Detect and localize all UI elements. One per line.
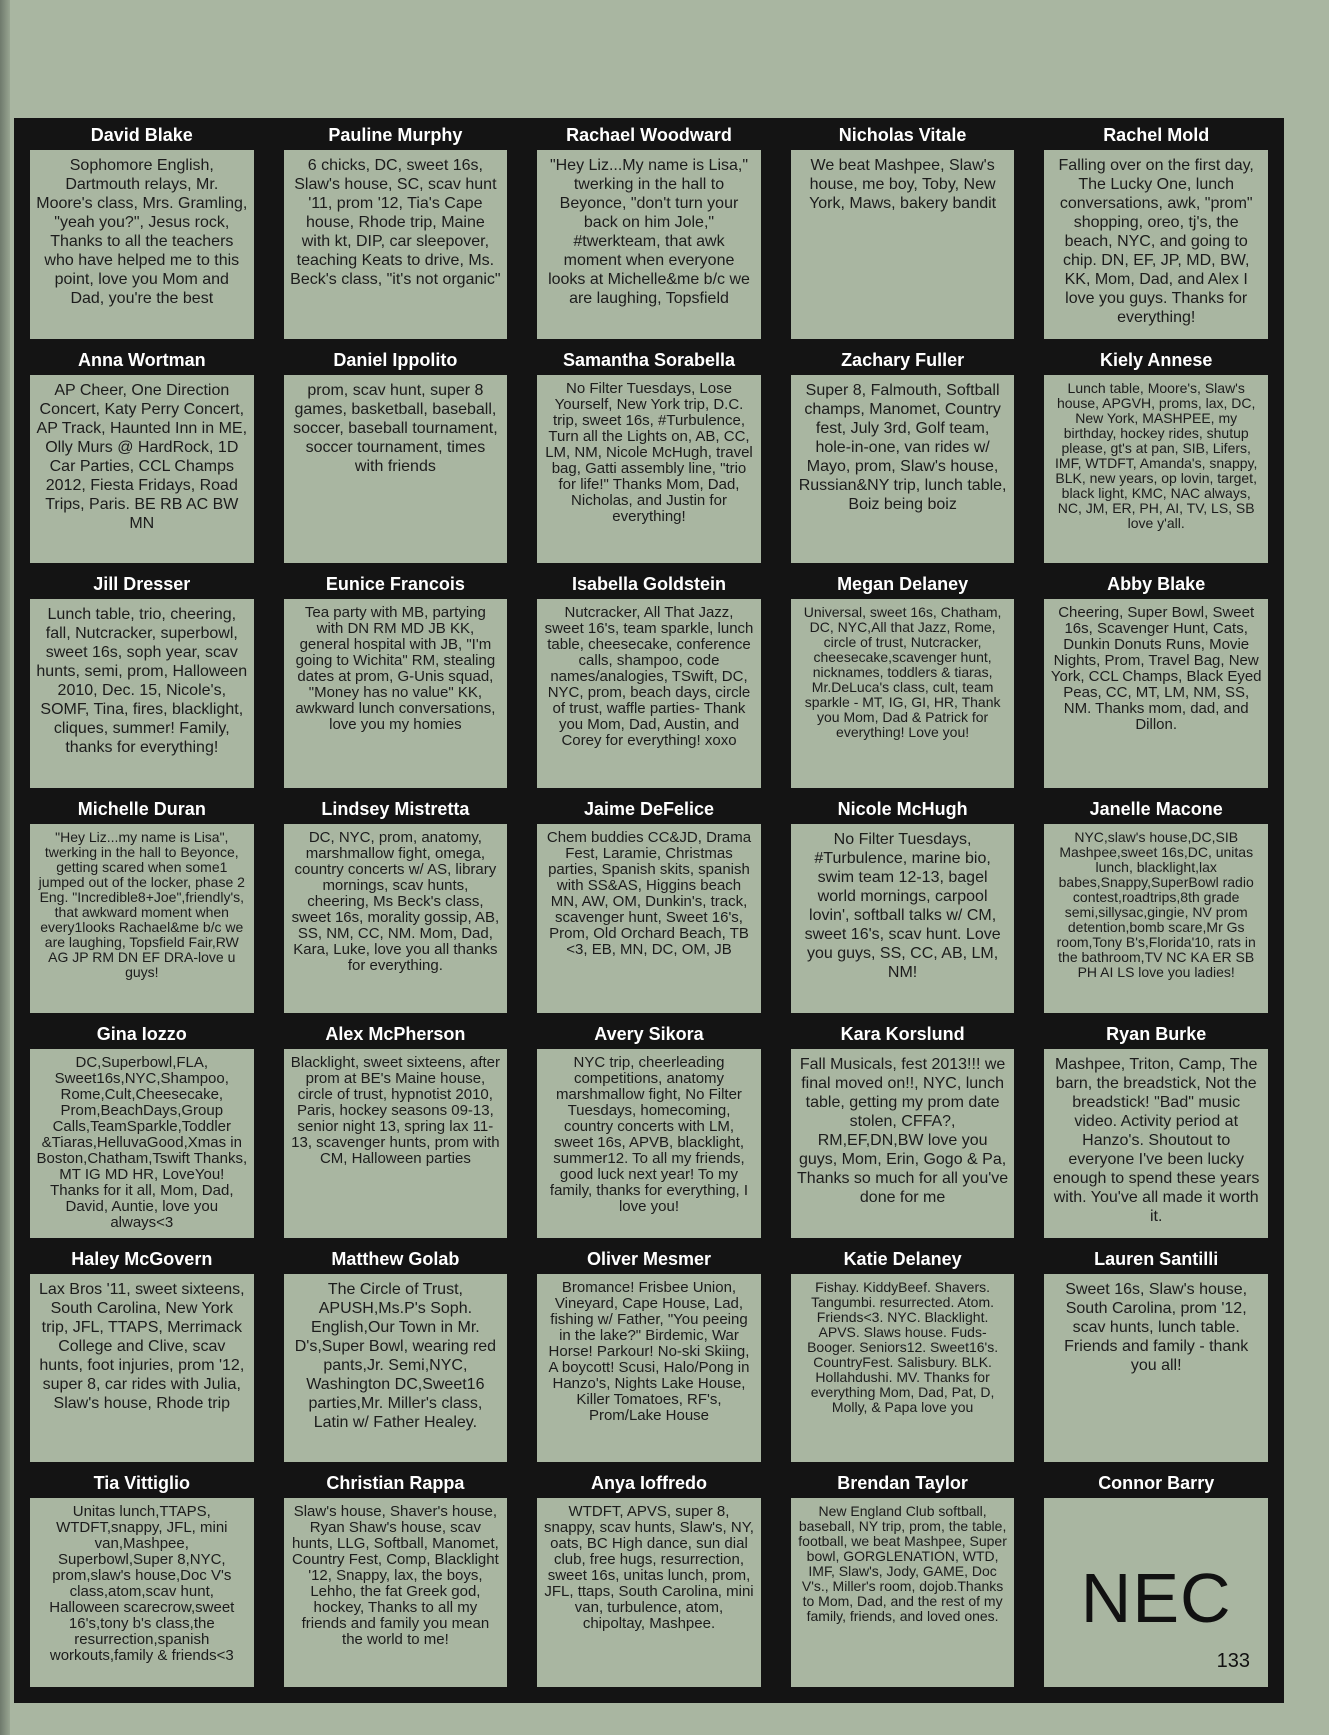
- senior-entry: [785, 1248, 1021, 1471]
- senior-entry: [1038, 798, 1274, 1021]
- book-spine: [0, 0, 10, 1735]
- student-name: Ryan Burke: [1106, 1023, 1207, 1044]
- student-quote: NEC: [1080, 1558, 1232, 1637]
- student-quote: The Circle of Trust, APUSH,Ms.P's Soph. English,Our Town in Mr. D's,Super Bowl, wearing red pants,Jr. Semi,NYC, Washington DC,Sweet16 parties,Mr. Miller's class, Latin w/ Father Healey.: [294, 1280, 497, 1431]
- quote-box: [1044, 375, 1268, 564]
- quote-box: [537, 1498, 761, 1687]
- student-name: Eunice Francois: [325, 574, 465, 595]
- student-name: Haley McGovern: [71, 1248, 213, 1269]
- student-quote: No Filter Tuesdays, Lose Yourself, New York trip, D.C. trip, sweet 16s, #Turbulence, Turn all the Lights on, AB, CC, LM, NM, Nicole McHugh, travel bag, Gatti assembly line, "trio for life!" Thanks Mom, Dad, Nicholas, and Justin for everything!: [545, 379, 753, 525]
- senior-entry: [24, 798, 260, 1021]
- student-quote: Bromance! Frisbee Union, Vineyard, Cape House, Lad, fishing w/ Father, "You peeing in the lake?" Birdemic, War Horse! Parkour! No-ski Skiing, A boycott! Scusi, Halo/Pong in Hanzo's, Nights Lake House, Killer Tomatoes, RF's, Prom/Lake House: [548, 1278, 750, 1424]
- student-name: Abby Blake: [1107, 574, 1206, 595]
- student-name: Isabella Goldstein: [571, 574, 727, 595]
- senior-entry: [278, 1023, 514, 1246]
- quote-box: [791, 599, 1015, 788]
- senior-entry: [1038, 1472, 1274, 1695]
- senior-entry: [24, 124, 260, 347]
- student-quote: Fall Musicals, fest 2013!!! we final moved on!!, NYC, lunch table, getting my prom date stolen, CFFA?, RM,EF,DN,BW love you guys, Mom, Erin, Gogo & Pa, Thanks so much for all you've done for me: [797, 1055, 1009, 1206]
- student-quote: "Hey Liz...my name is Lisa", twerking in the hall to Beyonce, getting scared when some1 jumped out of the locker, phase 2 Eng. "Incredible8+Joe",friendly's, that awkward moment when every1looks Rachael&me b/c we are laughing, Topsfield Fair,RW AG JP RM DN EF DRA-love u guys!: [38, 829, 245, 981]
- senior-entry: [785, 349, 1021, 572]
- student-quote: We beat Mashpee, Slaw's house, me boy, Toby, New York, Maws, bakery bandit: [809, 157, 997, 212]
- senior-entry: [531, 124, 767, 347]
- student-name: Avery Sikora: [594, 1023, 704, 1044]
- student-name: Zachary Fuller: [841, 349, 965, 370]
- senior-entry: [24, 349, 260, 572]
- senior-entry: [785, 573, 1021, 796]
- student-name: Rachael Woodward: [566, 125, 732, 145]
- quote-box: [30, 1498, 254, 1687]
- student-name: Alex McPherson: [325, 1023, 466, 1044]
- quote-box: [1044, 1274, 1268, 1463]
- student-name: Pauline Murphy: [328, 125, 463, 145]
- student-quote: Universal, sweet 16s, Chatham, DC, NYC,All that Jazz, Rome, circle of trust, Nutcracker, cheesecake,scavenger hunt, nicknames, toddlers & tiaras, Mr.DeLuca's class, cult, team sparkle - MT, IG, GI, HR, Thank you Mom, Dad & Patrick for everything! Love you!: [803, 604, 1002, 741]
- student-quote: Sophomore English, Dartmouth relays, Mr. Moore's class, Mrs. Gramling, "yeah you?", Jesus rock, Thanks to all the teachers who have helped me to this point, love you Mom and Dad, you're the best: [36, 157, 248, 307]
- quote-box: [537, 375, 761, 564]
- quote-box: [30, 150, 254, 339]
- quote-box: [30, 599, 254, 788]
- student-name: Katie Delaney: [843, 1248, 962, 1269]
- student-quote: Slaw's house, Shaver's house, Ryan Shaw's house, scav hunts, LLG, Softball, Manomet, Country Fest, Comp, Blacklight '12, Snappy, lax, the boys, Lehho, the fat Greek god, hockey, Thanks to all my friends and family you mean the world to me!: [292, 1503, 499, 1649]
- student-quote: No Filter Tuesdays, #Turbulence, marine bio, swim team 12-13, bagel world mornings, carpool lovin', softball talks w/ CM, sweet 16's, scav hunt. Love you guys, SS, CC, AB, LM, NM!: [804, 831, 1001, 982]
- student-name: Rachel Mold: [1103, 125, 1210, 145]
- quote-box: [284, 150, 508, 339]
- student-name: David Blake: [90, 125, 193, 145]
- student-name: Gina Iozzo: [96, 1023, 187, 1044]
- student-name: Janelle Macone: [1089, 799, 1223, 820]
- quote-box: [791, 375, 1015, 564]
- student-name: Tia Vittiglio: [93, 1473, 190, 1494]
- quote-box: [284, 1498, 508, 1687]
- student-name: Michelle Duran: [77, 799, 206, 820]
- student-quote: Chem buddies CC&JD, Drama Fest, Laramie, Christmas parties, Spanish skits, spanish with SS&AS, Higgins beach MN, AW, OM, Dunkin's, track, scavenger hunt, Sweet 16's, Prom, Old Orchard Beach, TB <3, EB, MN, DC, OM, JB: [546, 829, 752, 959]
- quote-box: [1044, 1049, 1268, 1238]
- senior-entry: [531, 1023, 767, 1246]
- quote-box: [1044, 599, 1268, 788]
- quote-box: [791, 1498, 1015, 1687]
- student-quote: Falling over on the first day, The Lucky One, lunch conversations, awk, "prom" shopping, oreo, tj's, the beach, NYC, and going to chip. DN, EF, JP, MD, BW, KK, Mom, Dad, and Alex I love you guys. Thanks for everything!: [1058, 157, 1254, 326]
- quote-box: [537, 1274, 761, 1463]
- student-name: Oliver Mesmer: [586, 1248, 712, 1269]
- student-quote: Unitas lunch,TTAPS, WTDFT,snappy, JFL, mini van,Mashpee, Superbowl,Super 8,NYC, prom,slaw's house,Doc V's class,atom,scav hunt, Halloween scarecrow,sweet 16's,tony b's class,the resurrection,spanish workouts,family & friends<3: [49, 1503, 235, 1665]
- student-quote: Lax Bros '11, sweet sixteens, South Carolina, New York trip, JFL, TTAPS, Merrimack College and Clive, scav hunts, foot injuries, prom '12, super 8, car rides with Julia, Slaw's house, Rhode trip: [39, 1280, 245, 1412]
- senior-entry: [531, 1248, 767, 1471]
- senior-entry: [278, 349, 514, 572]
- quote-box: [791, 150, 1015, 339]
- senior-entry: [531, 349, 767, 572]
- senior-entry: [1038, 573, 1274, 796]
- student-quote: AP Cheer, One Direction Concert, Katy Perry Concert, AP Track, Haunted Inn in ME, Olly Murs @ HardRock, 1D Car Parties, CCL Champs 2012, Fiesta Fridays, Road Trips, Paris. BE RB AC BW MN: [36, 381, 248, 532]
- senior-entry: [24, 573, 260, 796]
- quote-box: [1044, 150, 1268, 339]
- senior-entry: [1038, 1023, 1274, 1246]
- senior-entry: [785, 124, 1021, 347]
- senior-entry: [531, 573, 767, 796]
- student-name: Lauren Santilli: [1094, 1248, 1219, 1269]
- student-quote: Mashpee, Triton, Camp, The barn, the breadstick, Not the breadstick! "Bad" music video. Activity period at Hanzo's. Shoutout to everyone I've been lucky enough to spend these years with. You've all made it worth it.: [1053, 1055, 1260, 1225]
- student-quote: Blacklight, sweet sixteens, after prom at BE's Maine house, circle of trust, hypnotist 2010, Paris, hockey seasons 09-13, senior night 13, spring lax 11-13, scavenger hunts, prom with CM, Halloween parties: [290, 1053, 501, 1167]
- student-quote: 6 chicks, DC, sweet 16s, Slaw's house, SC, scav hunt '11, prom '12, Tia's Cape house, Rhode trip, Maine with kt, DIP, car sleepover, teaching Keats to drive, Ms. Beck's class, "it's not organic": [290, 157, 501, 288]
- senior-entry: [278, 1248, 514, 1471]
- quote-box: [30, 1049, 254, 1238]
- senior-entry: [1038, 124, 1274, 347]
- student-name: Kara Korslund: [840, 1023, 965, 1044]
- quote-box: [1044, 1498, 1268, 1687]
- senior-entry: [785, 798, 1021, 1021]
- student-quote: New England Club softball, baseball, NY trip, prom, the table, football, we beat Mashpee, Super bowl, GORGLENATION, WTD, IMF, Slaw's, Jody, GAME, Doc V's., Miller's room, dojob.Thanks to Mom, Dad, and the rest of my family, friends, and loved ones.: [798, 1503, 1007, 1625]
- senior-entry: [24, 1472, 260, 1695]
- senior-entry: [278, 124, 514, 347]
- student-quote: Tea party with MB, partying with DN RM MD JB KK, general hospital with JB, "I'm going to Wichita" RM, stealing dates at prom, G-Unis squad, "Money has no value" KK, awkward lunch conversations, love you my homies: [295, 604, 496, 734]
- student-quote: DC,Superbowl,FLA, Sweet16s,NYC,Shampoo, Rome,Cult,Cheesecake, Prom,BeachDays,Group Calls,TeamSparkle,Toddler &Tiaras,HelluvaGood,Xmas in Boston,Chatham,Tswift Thanks, MT IG MD HR, LoveYou! Thanks for it all, Mom, Dad, David, Auntie, love you always<3: [36, 1053, 248, 1231]
- student-quote: Super 8, Falmouth, Softball champs, Manomet, Country fest, July 3rd, Golf team, hole-in-one, van rides w/ Mayo, prom, Slaw's house, Russian&NY trip, lunch table, Boiz being boiz: [798, 381, 1007, 513]
- student-name: Connor Barry: [1098, 1473, 1215, 1494]
- quote-box: [791, 824, 1015, 1013]
- quote-box: [30, 1274, 254, 1463]
- student-quote: NYC,slaw's house,DC,SIB Mashpee,sweet 16s,DC, unitas lunch, blacklight,lax babes,Snappy,SuperBowl radio contest,roadtrips,8th grade semi,sillysac,gingie, NV prom detention,bomb scare,Mr Gs room,Tony B's,Florida'10, rats in the bathroom,TV NC KA ER SB PH AI LS love you ladies!: [1056, 829, 1256, 981]
- student-name: Anna Wortman: [77, 349, 206, 370]
- quote-box: [284, 1274, 508, 1463]
- student-quote: Cheering, Super Bowl, Sweet 16s, Scavenger Hunt, Cats, Dunkin Donuts Runs, Movie Nights, Prom, Travel Bag, New York, CCL Champs, Black Eyed Peas, CC, MT, LM, NM, SS, NM. Thanks mom, dad, and Dillon.: [1050, 604, 1262, 734]
- quote-box: [537, 599, 761, 788]
- student-quote: Lunch table, Moore's, Slaw's house, APGVH, proms, lax, DC, New York, MASHPEE, my birthday, hockey rides, shutup please, gt's at pan, SIB, Lifers, IMF, WTDFT, Amanda's, snappy, BLK, new years, op lovin, target, black light, KMC, NAC always, NC, JM, ER, PH, AI, TV, LS, SB love y'all.: [1055, 379, 1258, 531]
- student-quote: DC, NYC, prom, anatomy, marshmallow fight, omega, country concerts w/ AS, library mornings, scav hunts, cheering, Ms Beck's class, sweet 16s, morality gossip, AB, SS, NM, CC, NM. Mom, Dad, Kara, Luke, love you all thanks for everything.: [291, 829, 500, 975]
- quote-box: [284, 375, 508, 564]
- student-name: Anya Ioffredo: [590, 1473, 707, 1494]
- quote-box: [30, 824, 254, 1013]
- senior-entry: [785, 1023, 1021, 1246]
- quote-box: [791, 1049, 1015, 1238]
- senior-entry: [1038, 1248, 1274, 1471]
- quote-box: [537, 1049, 761, 1238]
- student-name: Daniel Ippolito: [333, 349, 458, 370]
- senior-entry: [531, 1472, 767, 1695]
- quote-box: [284, 1049, 508, 1238]
- quote-box: [284, 599, 508, 788]
- student-quote: prom, scav hunt, super 8 games, basketball, baseball, soccer, baseball tournament, soccer tournament, times with friends: [293, 381, 498, 475]
- student-name: Nicole McHugh: [837, 799, 968, 820]
- quote-box: [791, 1274, 1015, 1463]
- senior-quotes-grid: [14, 118, 1284, 1703]
- student-name: Matthew Golab: [331, 1248, 460, 1269]
- quote-box: [537, 824, 761, 1013]
- quote-box: [1044, 824, 1268, 1013]
- student-name: Kiely Annese: [1100, 349, 1213, 370]
- quote-box: [30, 375, 254, 564]
- page-number: 133: [1216, 1649, 1250, 1672]
- student-quote: Fishay. KiddyBeef. Shavers. Tangumbi. resurrected. Atom. Friends<3. NYC. Blacklight. APVS. Slaws house. Fuds-Booger. Seniors12. Sweet16's. CountryFest. Salisbury. BLK. Hollahdushi. MV. Thanks for everything Mom, Dad, Pat, D, Molly, & Papa love you: [807, 1278, 999, 1415]
- student-name: Jaime DeFelice: [583, 799, 715, 820]
- student-quote: "Hey Liz...My name is Lisa," twerking in the hall to Beyonce, "don't turn your back on him Jole," #twerkteam, that awk moment when everyone looks at Michelle&me b/c we are laughing, Topsfield: [548, 157, 750, 307]
- student-name: Megan Delaney: [837, 574, 969, 595]
- senior-entry: [278, 798, 514, 1021]
- student-quote: NYC trip, cheerleading competitions, anatomy marshmallow fight, No Filter Tuesdays, homecoming, country concerts with LM, sweet 16s, APVB, blacklight, summer12. To all my friends, good luck next year! To my family, thanks for everything, I love you!: [549, 1053, 749, 1215]
- student-name: Christian Rappa: [326, 1473, 465, 1494]
- senior-entry: [531, 798, 767, 1021]
- student-name: Samantha Sorabella: [562, 349, 736, 370]
- student-name: Nicholas Vitale: [838, 125, 967, 145]
- senior-entry: [24, 1023, 260, 1246]
- quote-box: [284, 824, 508, 1013]
- student-quote: Sweet 16s, Slaw's house, South Carolina, prom '12, scav hunts, lunch table. Friends and family - thank you all!: [1064, 1280, 1249, 1374]
- student-quote: WTDFT, APVS, super 8, snappy, scav hunts, Slaw's, NY, oats, BC High dance, sun dial club, free hugs, resurrection, sweet 16s, unitas lunch, prom, JFL, ttaps, South Carolina, mini van, turbulence, atom, chipoltay, Mashpee.: [544, 1503, 754, 1633]
- senior-entry: [24, 1248, 260, 1471]
- senior-entry: [785, 1472, 1021, 1695]
- senior-entry: [1038, 349, 1274, 572]
- student-name: Lindsey Mistretta: [321, 799, 470, 820]
- student-name: Brendan Taylor: [837, 1473, 968, 1494]
- student-name: Jill Dresser: [93, 574, 191, 595]
- quote-box: [537, 150, 761, 339]
- senior-entry: [278, 573, 514, 796]
- student-quote: Lunch table, trio, cheering, fall, Nutcracker, superbowl, sweet 16s, soph year, scav hunts, semi, prom, Halloween 2010, Dec. 15, Nicole's, SOMF, Tina, fires, blacklight, cliques, summer! Family, thanks for everything!: [36, 606, 248, 757]
- student-quote: Nutcracker, All That Jazz, sweet 16's, team sparkle, lunch table, cheesecake, conference calls, shampoo, code names/analogies, TSwift, DC, NYC, prom, beach days, circle of trust, waffle parties- Thank you Mom, Dad, Austin, and Corey for everything! xoxo: [544, 604, 754, 750]
- senior-entry: [278, 1472, 514, 1695]
